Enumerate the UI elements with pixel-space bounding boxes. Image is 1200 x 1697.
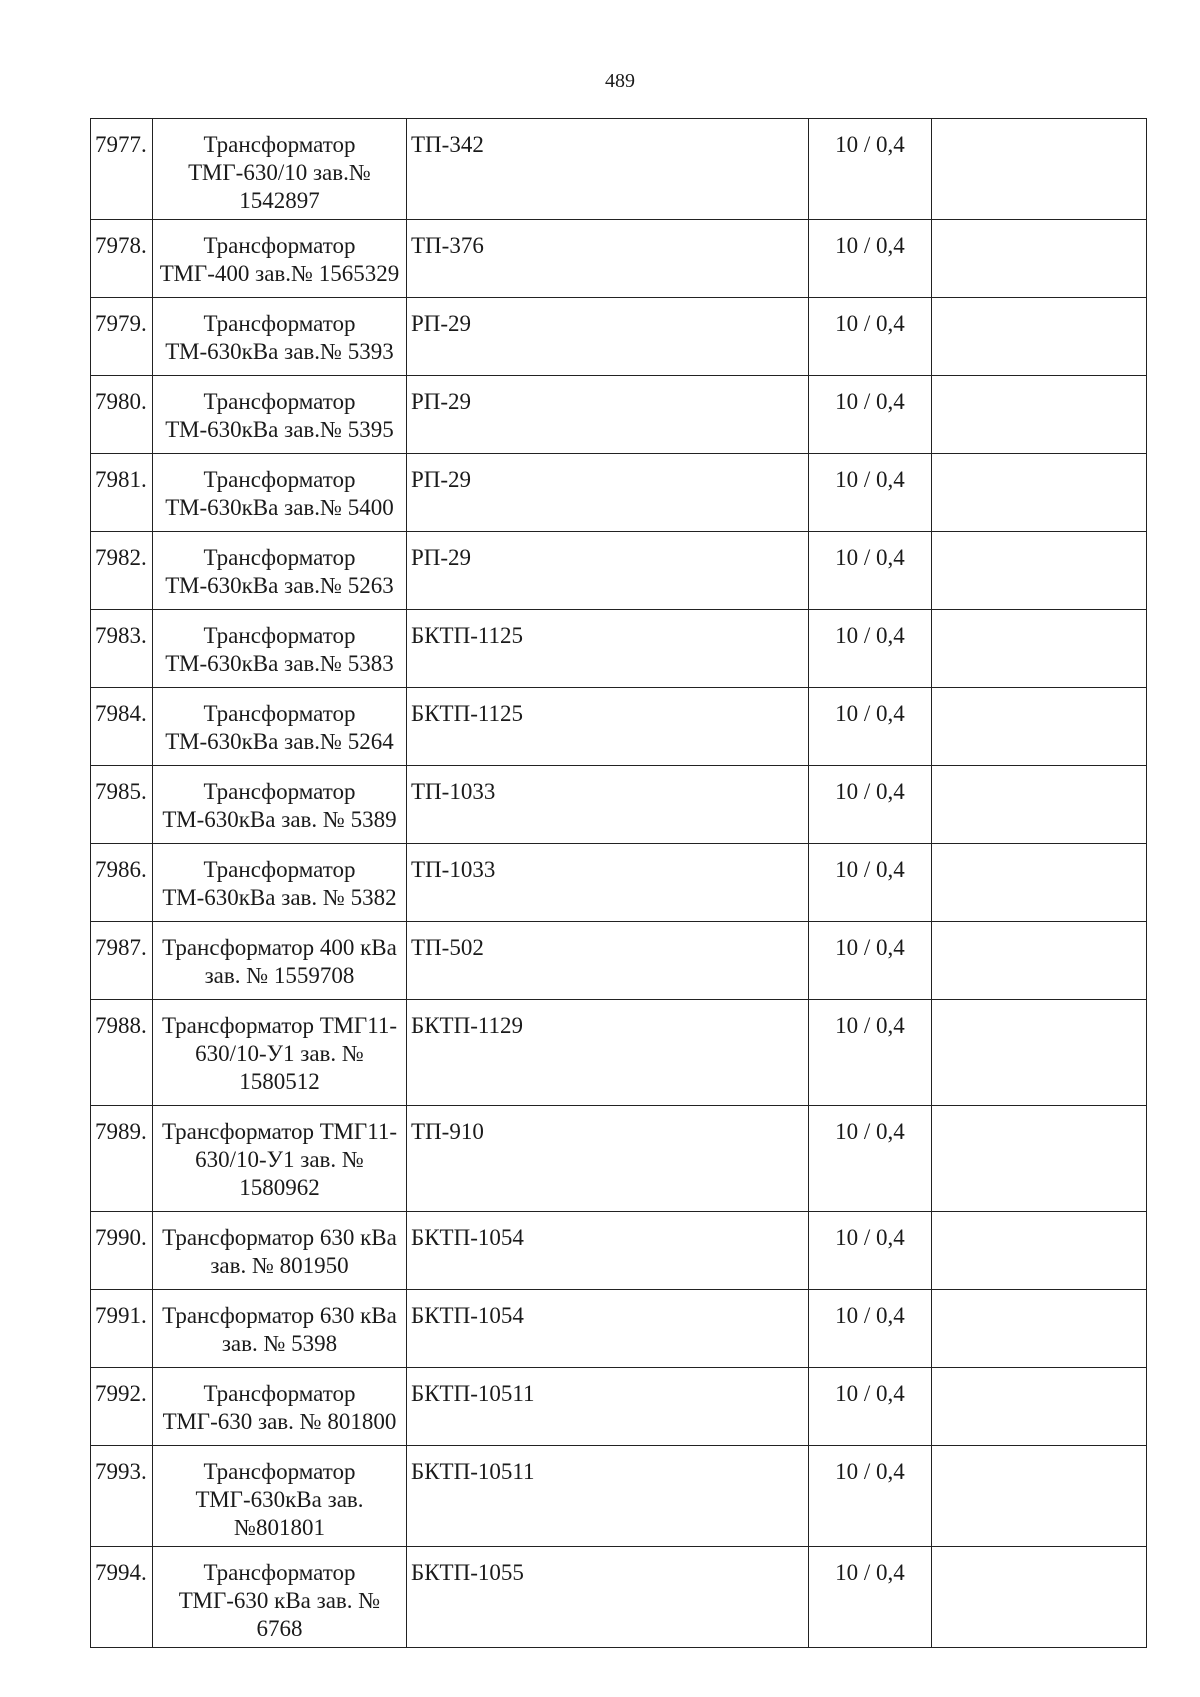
equipment-name: Трансформатор ТМГ-630 кВа зав. № 6768 [153,1547,407,1648]
transformer-registry-table [90,118,1147,1648]
substation: БКТП-10511 [407,1368,809,1446]
equipment-name: Трансформатор ТМГ-630/10 зав.№ 1542897 [153,119,407,220]
table-row [91,1290,1147,1368]
substation: ТП-376 [407,220,809,298]
table-row [91,376,1147,454]
equipment-name: Трансформатор ТМ-630кВа зав.№ 5264 [153,688,407,766]
voltage: 10 / 0,4 [809,844,932,922]
substation: ТП-1033 [407,766,809,844]
row-number: 7993. [91,1446,153,1547]
substation: БКТП-10511 [407,1446,809,1547]
empty-cell [932,688,1147,766]
voltage: 10 / 0,4 [809,298,932,376]
substation: РП-29 [407,532,809,610]
equipment-name: Трансформатор 630 кВа зав. № 801950 [153,1212,407,1290]
empty-cell [932,1547,1147,1648]
substation: ТП-502 [407,922,809,1000]
empty-cell [932,766,1147,844]
row-number: 7992. [91,1368,153,1446]
row-number: 7978. [91,220,153,298]
row-number: 7994. [91,1547,153,1648]
table-row [91,610,1147,688]
equipment-name: Трансформатор ТМ-630кВа зав.№ 5383 [153,610,407,688]
voltage: 10 / 0,4 [809,119,932,220]
empty-cell [932,1106,1147,1212]
voltage: 10 / 0,4 [809,1368,932,1446]
row-number: 7989. [91,1106,153,1212]
equipment-name: Трансформатор ТМГ-630 зав. № 801800 [153,1368,407,1446]
equipment-name: Трансформатор ТМГ11-630/10-У1 зав. № 1580512 [153,1000,407,1106]
empty-cell [932,376,1147,454]
table-row [91,922,1147,1000]
equipment-name: Трансформатор ТМ-630кВа зав. № 5382 [153,844,407,922]
voltage: 10 / 0,4 [809,376,932,454]
substation: БКТП-1055 [407,1547,809,1648]
substation: БКТП-1129 [407,1000,809,1106]
empty-cell [932,220,1147,298]
voltage: 10 / 0,4 [809,532,932,610]
row-number: 7985. [91,766,153,844]
voltage: 10 / 0,4 [809,220,932,298]
substation: РП-29 [407,376,809,454]
empty-cell [932,610,1147,688]
table-row [91,1368,1147,1446]
empty-cell [932,1212,1147,1290]
table-row [91,119,1147,220]
substation: БКТП-1125 [407,610,809,688]
voltage: 10 / 0,4 [809,1212,932,1290]
table-row [91,1547,1147,1648]
equipment-name: Трансформатор ТМ-630кВа зав.№ 5393 [153,298,407,376]
table-row [91,1446,1147,1547]
equipment-name: Трансформатор ТМ-630кВа зав.№ 5400 [153,454,407,532]
row-number: 7991. [91,1290,153,1368]
table-row [91,766,1147,844]
table-row [91,1106,1147,1212]
table-row [91,688,1147,766]
table-row [91,532,1147,610]
table-row [91,844,1147,922]
empty-cell [932,119,1147,220]
empty-cell [932,454,1147,532]
equipment-name: Трансформатор ТМ-630кВа зав.№ 5263 [153,532,407,610]
equipment-name: Трансформатор ТМГ-630кВа зав. №801801 [153,1446,407,1547]
row-number: 7990. [91,1212,153,1290]
voltage: 10 / 0,4 [809,1547,932,1648]
voltage: 10 / 0,4 [809,1290,932,1368]
table-row [91,220,1147,298]
row-number: 7980. [91,376,153,454]
substation: РП-29 [407,298,809,376]
substation: ТП-342 [407,119,809,220]
voltage: 10 / 0,4 [809,1106,932,1212]
empty-cell [932,1000,1147,1106]
voltage: 10 / 0,4 [809,688,932,766]
substation: БКТП-1054 [407,1212,809,1290]
voltage: 10 / 0,4 [809,922,932,1000]
voltage: 10 / 0,4 [809,1000,932,1106]
substation: ТП-1033 [407,844,809,922]
empty-cell [932,1290,1147,1368]
voltage: 10 / 0,4 [809,1446,932,1547]
page-number: 489 [605,70,635,92]
equipment-name: Трансформатор ТМГ-400 зав.№ 1565329 [153,220,407,298]
row-number: 7982. [91,532,153,610]
substation: БКТП-1125 [407,688,809,766]
substation: ТП-910 [407,1106,809,1212]
voltage: 10 / 0,4 [809,610,932,688]
empty-cell [932,844,1147,922]
table-row [91,454,1147,532]
empty-cell [932,1446,1147,1547]
row-number: 7984. [91,688,153,766]
voltage: 10 / 0,4 [809,766,932,844]
row-number: 7983. [91,610,153,688]
row-number: 7981. [91,454,153,532]
empty-cell [932,532,1147,610]
empty-cell [932,1368,1147,1446]
equipment-name: Трансформатор 630 кВа зав. № 5398 [153,1290,407,1368]
substation: РП-29 [407,454,809,532]
empty-cell [932,922,1147,1000]
equipment-name: Трансформатор ТМ-630кВа зав.№ 5395 [153,376,407,454]
table-row [91,1000,1147,1106]
equipment-name: Трансформатор ТМ-630кВа зав. № 5389 [153,766,407,844]
substation: БКТП-1054 [407,1290,809,1368]
equipment-name: Трансформатор 400 кВа зав. № 1559708 [153,922,407,1000]
table-row [91,298,1147,376]
equipment-name: Трансформатор ТМГ11-630/10-У1 зав. № 1580962 [153,1106,407,1212]
table-row [91,1212,1147,1290]
row-number: 7979. [91,298,153,376]
voltage: 10 / 0,4 [809,454,932,532]
row-number: 7977. [91,119,153,220]
row-number: 7988. [91,1000,153,1106]
row-number: 7986. [91,844,153,922]
row-number: 7987. [91,922,153,1000]
empty-cell [932,298,1147,376]
